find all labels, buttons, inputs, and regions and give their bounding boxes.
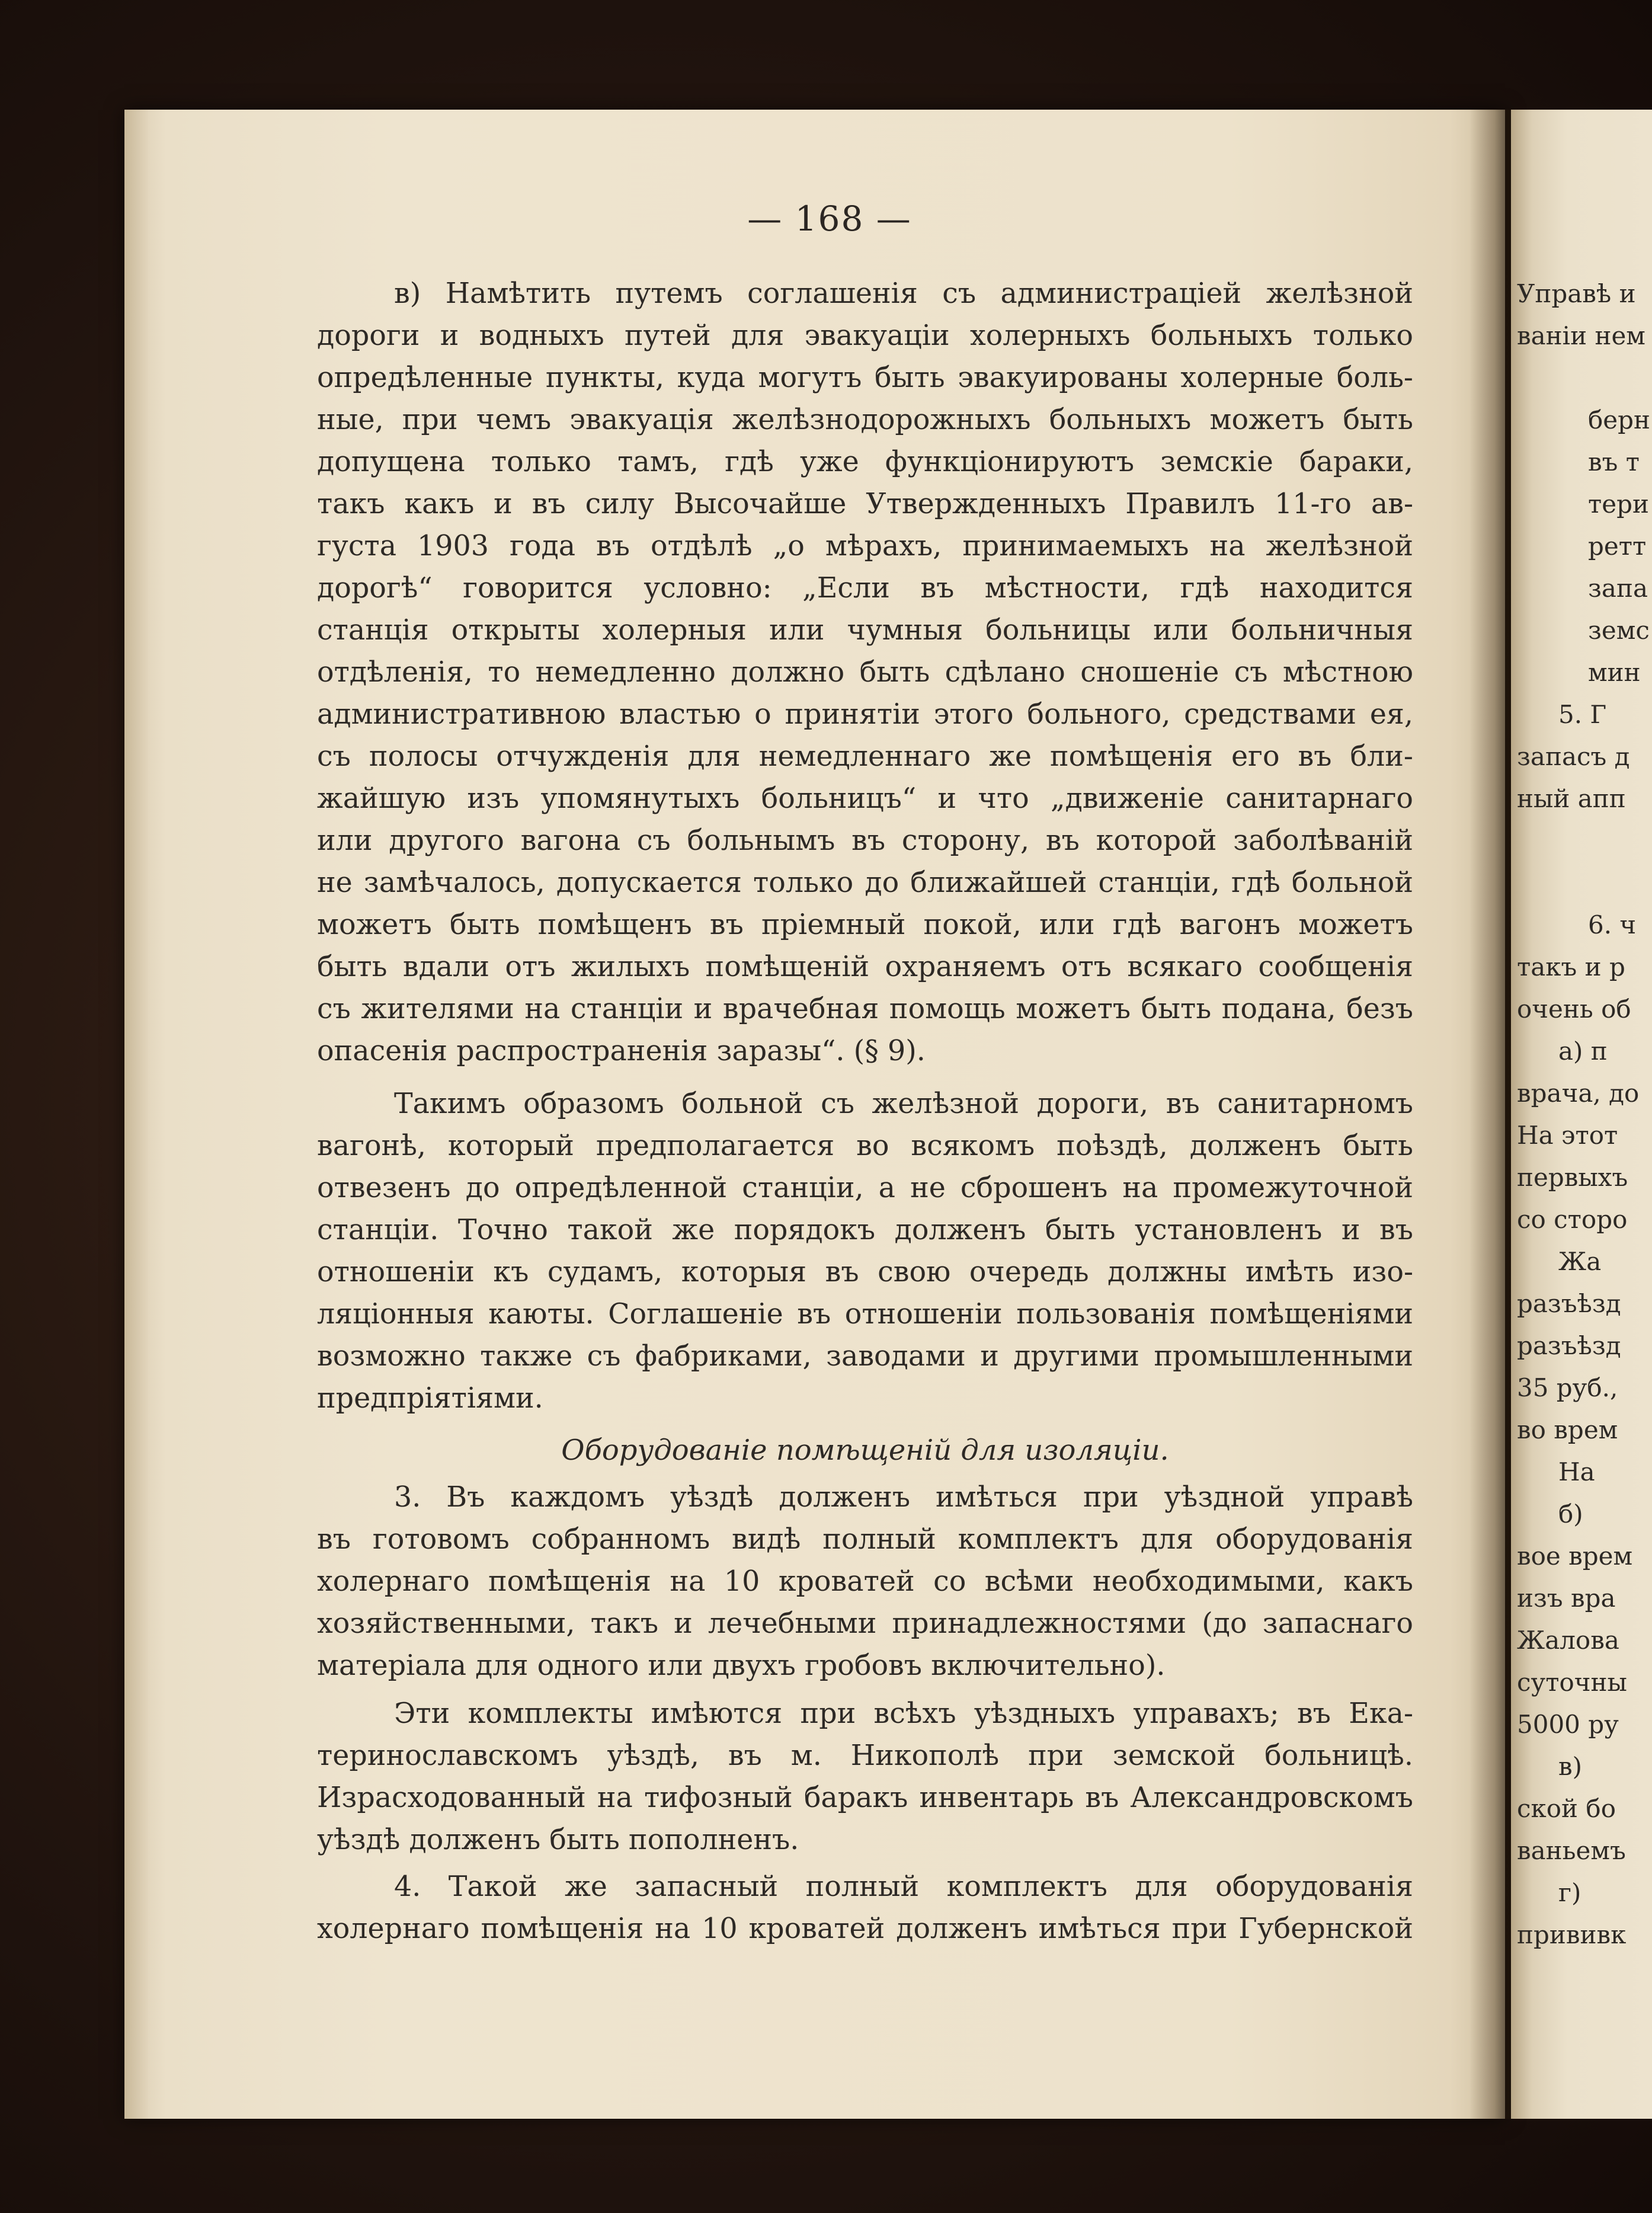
text-line: 6. ч <box>1588 910 1637 939</box>
text-line: Эти комплекты имѣются при всѣхъ уѣздныхъ управахъ; въ Ека- <box>394 1697 1413 1730</box>
text-line: или другого вагона съ больнымъ въ сторону, въ которой заболѣваній <box>317 824 1413 857</box>
text-line: дорогѣ“ говорится условно: „Если въ мѣстности, гдѣ находится <box>317 572 1413 605</box>
text-line: отношеніи къ судамъ, которыя въ свою очередь должны имѣть изо- <box>317 1256 1413 1288</box>
text-line: Такимъ образомъ больной съ желѣзной дороги, въ санитарномъ <box>394 1088 1413 1120</box>
text-line: 3. Въ каждомъ уѣздѣ долженъ имѣться при уѣздной управѣ <box>394 1481 1413 1514</box>
text-line: ваніи нем <box>1517 321 1645 350</box>
text-line: ваньемъ <box>1517 1836 1626 1865</box>
text-line: 5. Г <box>1558 700 1607 729</box>
page-body <box>317 273 1413 1950</box>
text-line: административною властью о принятіи этого больного, средствами ея, <box>317 698 1413 731</box>
text-line <box>1517 820 1652 862</box>
text-line: Израсходованный на тифозный баракъ инвентарь въ Александровскомъ <box>317 1782 1413 1814</box>
page-number: — 168 — <box>747 199 912 239</box>
right-page-text <box>1517 273 1652 2110</box>
text-line: г) <box>1558 1878 1581 1907</box>
text-line: суточны <box>1517 1668 1627 1697</box>
text-line: такъ и р <box>1517 952 1625 981</box>
text-line: въ т <box>1588 447 1640 477</box>
text-line: съ жителями на станціи и врачебная помощь можетъ быть подана, безъ <box>317 993 1413 1025</box>
text-line: Жалова <box>1517 1626 1619 1655</box>
text-line: можетъ быть помѣщенъ въ пріемный покой, или гдѣ вагонъ можетъ <box>317 909 1413 941</box>
text-line: возможно также съ фабриками, заводами и другими промышленными <box>317 1340 1413 1373</box>
text-line <box>1517 357 1652 399</box>
text-line: мин <box>1588 658 1641 687</box>
text-line: допущена только тамъ, гдѣ уже функціонируютъ земскіе бараки, <box>317 446 1413 478</box>
paragraph <box>317 273 1413 1072</box>
text-line: въ готовомъ собранномъ видѣ полный комплектъ для оборудованія <box>317 1523 1413 1556</box>
text-line: вое врем <box>1517 1542 1633 1571</box>
paragraph <box>317 1083 1413 1419</box>
text-line: На <box>1558 1457 1595 1486</box>
page-edge <box>124 110 148 2119</box>
text-line: берн <box>1588 405 1651 434</box>
text-line: во врем <box>1517 1415 1618 1444</box>
text-line: 4. Такой же запасный полный комплектъ для оборудованія <box>394 1870 1413 1903</box>
text-line: На этот <box>1517 1121 1618 1150</box>
text-line: вагонѣ, который предполагается во всякомъ поѣздѣ, долженъ быть <box>317 1130 1413 1162</box>
paragraph <box>317 1693 1413 1861</box>
text-line: со сторо <box>1517 1205 1628 1234</box>
text-line: уѣздѣ долженъ быть пополненъ. <box>317 1824 799 1856</box>
text-line: такъ какъ и въ силу Высочайше Утвержденныхъ Правилъ 11-го ав- <box>317 488 1413 520</box>
section-heading: Оборудованіе помѣщеній для изоляціи. <box>561 1434 1169 1467</box>
text-line <box>1517 862 1652 904</box>
text-line: 5000 ру <box>1517 1710 1619 1739</box>
text-line: а) п <box>1558 1037 1608 1066</box>
text-line: матеріала для одного или двухъ гробовъ включительно). <box>317 1649 1166 1682</box>
text-line: прививк <box>1517 1920 1627 1949</box>
text-line: Управѣ и <box>1517 279 1636 308</box>
text-line: теринославскомъ уѣздѣ, въ м. Никополѣ при земской больницѣ. <box>317 1739 1413 1772</box>
text-line: запасъ д <box>1517 742 1630 771</box>
text-line: ской бо <box>1517 1794 1616 1823</box>
text-line: в) <box>1558 1752 1583 1781</box>
text-line: густа 1903 года въ отдѣлѣ „о мѣрахъ, принимаемыхъ на желѣзной <box>317 530 1413 562</box>
text-line: ный апп <box>1517 784 1626 813</box>
text-line: тери <box>1588 490 1649 519</box>
text-line: разъѣзд <box>1517 1289 1621 1318</box>
text-line: станція открыты холерныя или чумныя больницы или больничныя <box>317 614 1413 647</box>
text-line: жайшую изъ упомянутыхъ больницъ“ и что „движеніе санитарнаго <box>317 782 1413 815</box>
paragraph <box>317 1866 1413 1950</box>
text-line: земс <box>1588 616 1650 645</box>
text-line: разъѣзд <box>1517 1331 1621 1360</box>
text-line: ляціонныя каюты. Соглашеніе въ отношеніи пользованія помѣщеніями <box>317 1298 1413 1331</box>
text-line: б) <box>1558 1499 1583 1528</box>
text-line: опасенія распространенія заразы“. (§ 9). <box>317 1035 926 1067</box>
text-line: быть вдали отъ жилыхъ помѣщеній охраняемъ отъ всякаго сообщенія <box>317 951 1413 983</box>
text-line: первыхъ <box>1517 1163 1628 1192</box>
text-line: ные, при чемъ эвакуація желѣзнодорожныхъ больныхъ можетъ быть <box>317 404 1413 436</box>
text-line: отдѣленія, то немедленно должно быть сдѣлано сношеніе съ мѣстною <box>317 656 1413 689</box>
text-line: опредѣленные пункты, куда могутъ быть эвакуированы холерные боль- <box>317 362 1413 394</box>
text-line: запа <box>1588 574 1648 603</box>
text-line: дороги и водныхъ путей для эвакуаціи холерныхъ больныхъ только <box>317 319 1413 352</box>
text-line: очень об <box>1517 994 1631 1024</box>
text-line: хозяйственными, такъ и лечебными принадлежностями (до запаснаго <box>317 1607 1413 1640</box>
text-line: 35 руб., <box>1517 1373 1618 1402</box>
text-line: съ полосы отчужденія для немедленнаго же помѣщенія его въ бли- <box>317 740 1413 773</box>
book-gutter <box>1469 110 1511 2119</box>
text-line: холернаго помѣщенія на 10 кроватей со всѣми необходимыми, какъ <box>317 1565 1413 1598</box>
text-line: в) Намѣтить путемъ соглашенія съ администраціей желѣзной <box>394 277 1413 310</box>
text-line: не замѣчалось, допускается только до ближайшей станціи, гдѣ больной <box>317 866 1413 899</box>
text-line: станціи. Точно такой же порядокъ долженъ быть установленъ и въ <box>317 1214 1413 1246</box>
paragraph <box>317 1476 1413 1687</box>
text-line: врача, до <box>1517 1079 1640 1108</box>
text-line: ретт <box>1588 532 1647 561</box>
text-line: Жа <box>1558 1247 1602 1276</box>
text-line: предпріятіями. <box>317 1382 543 1415</box>
text-line: отвезенъ до опредѣленной станціи, а не сброшенъ на промежуточной <box>317 1172 1413 1204</box>
text-line: холернаго помѣщенія на 10 кроватей долженъ имѣться при Губернской <box>317 1913 1413 1945</box>
text-line: изъ вра <box>1517 1584 1616 1613</box>
